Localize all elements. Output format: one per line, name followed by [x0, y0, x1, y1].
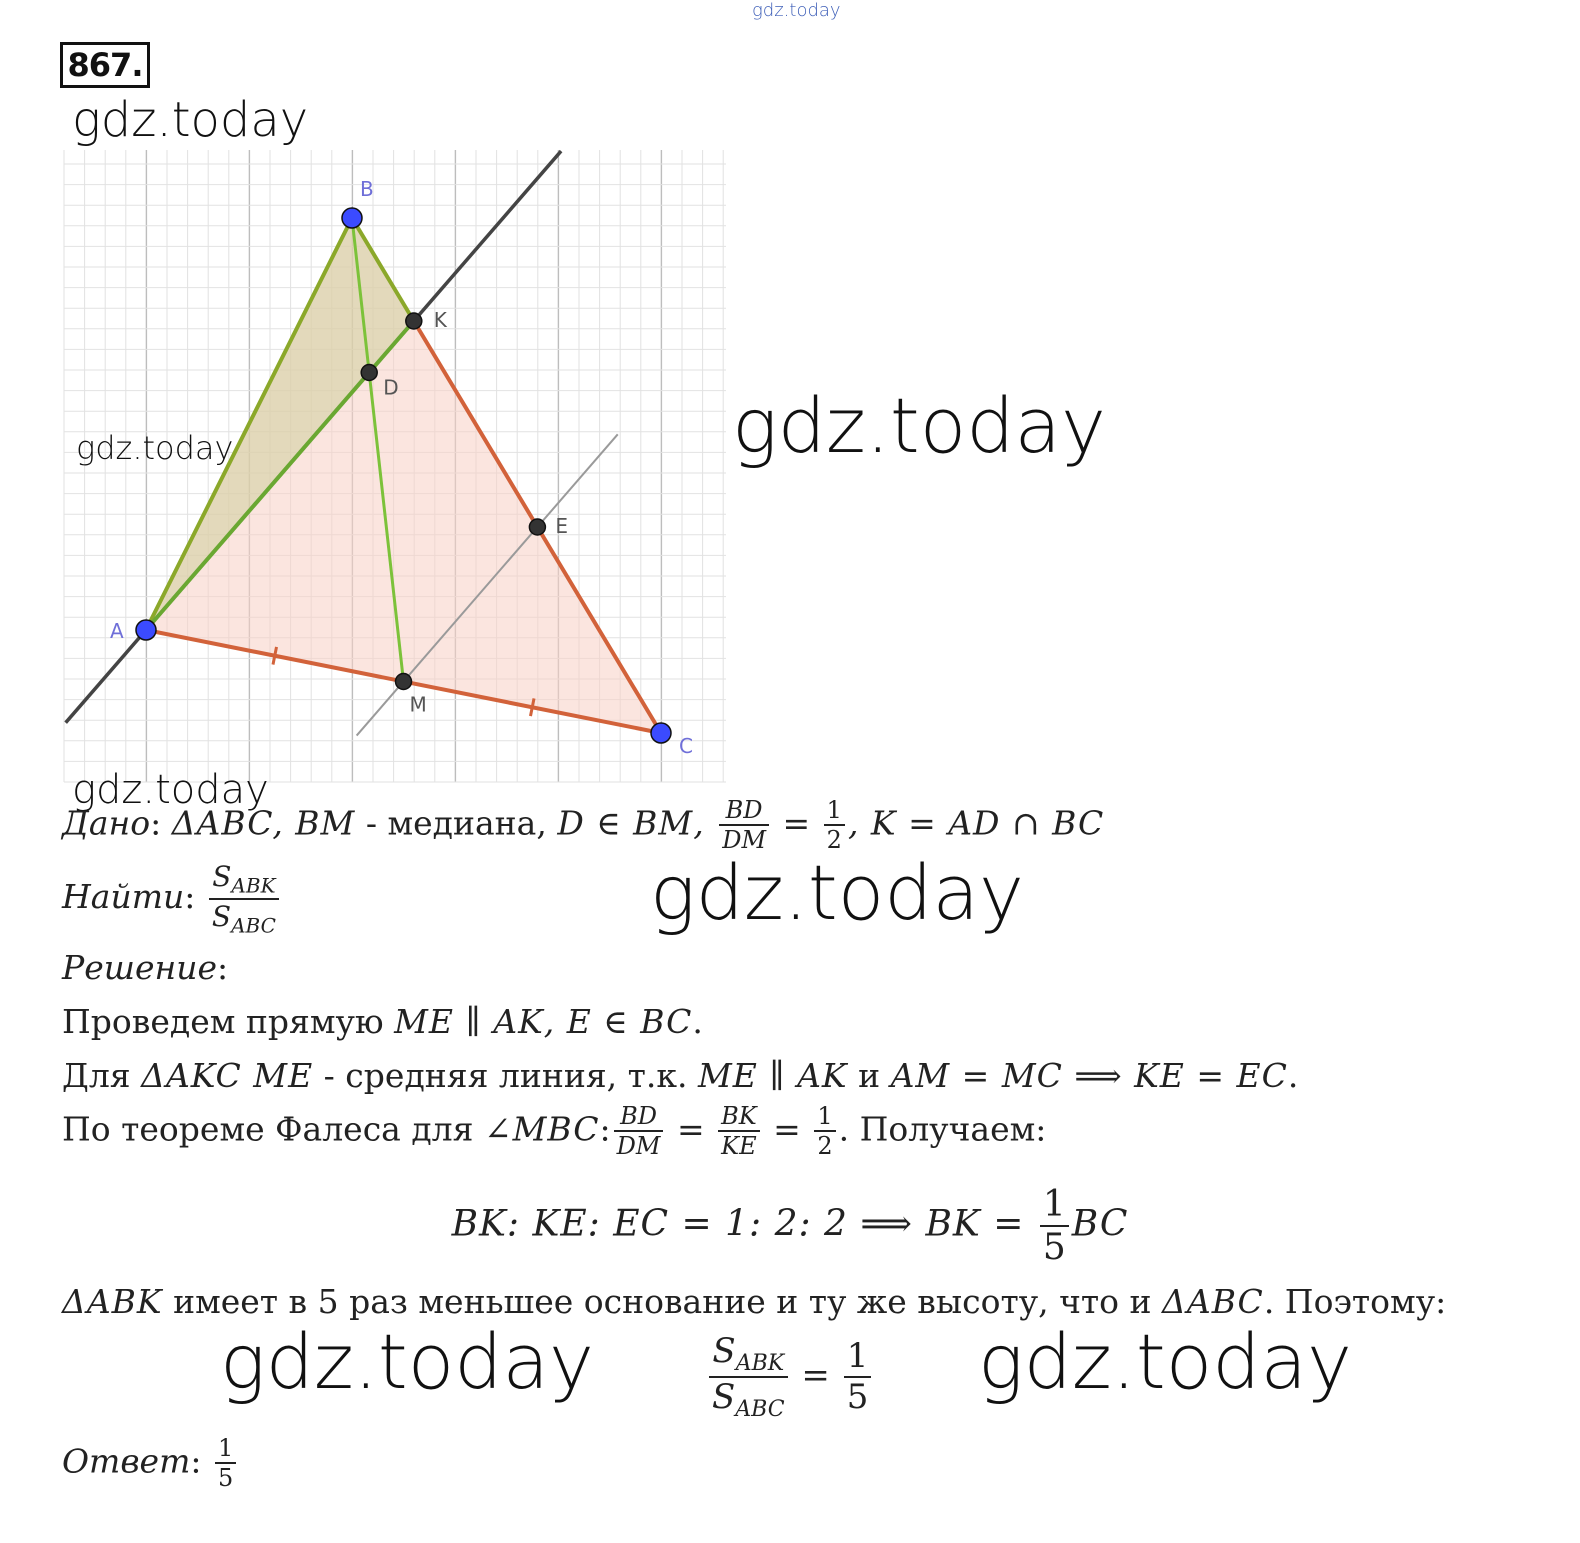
step-4: BK: KE: EC = 1: 2: 2 ⟹ BK = $\frac{1}{5}$ BC — [451, 1184, 1129, 1268]
watermark: gdz.today — [650, 848, 1024, 937]
find-line: Найти: $\frac{S_{ABK}}{S_{ABC}}$ — [62, 862, 282, 936]
step-5: ΔABK имеет в 5 раз меньшее основание и ту же высоту, что и ΔABC. Поэтому: — [62, 1282, 1447, 1321]
label-m: M — [409, 692, 427, 717]
watermark-top: gdz.today — [752, 0, 841, 21]
given-half: $\frac{1}{2}$ — [824, 798, 845, 853]
solution-heading: Решение: — [62, 948, 229, 987]
point-c — [651, 723, 671, 743]
label-b: B — [360, 177, 374, 201]
watermark: gdz.today — [978, 1317, 1352, 1406]
step-1: Проведем прямую ME ∥ AK, E ∈ BC. — [62, 1002, 703, 1041]
label-c: C — [679, 734, 693, 758]
point-a — [136, 620, 156, 640]
watermark: gdz.today — [732, 381, 1106, 470]
given-intersection: , K = AD ∩ BC — [847, 803, 1105, 843]
label-e: E — [555, 514, 569, 538]
result-equation: $\frac{S_{ABK}}{S_{ABC}}$ = $\frac{1}{5}$ — [706, 1334, 874, 1421]
given-point: D ∈ BM, — [557, 803, 717, 843]
step-2: Для ΔAKC ME - средняя линия, т.к. ME ∥ AK и AM = MC ⟹ KE = EC. — [62, 1056, 1299, 1095]
answer-line: Ответ: $\frac{1}{5}$ — [62, 1436, 239, 1491]
step-3: По теореме Фалеса для ∠MBC: $\frac{BD}{DM}$ = $\frac{BK}{KE}$ = $\frac{1}{2}$ . Получаем: — [62, 1102, 1047, 1161]
given-label: Дано — [62, 803, 151, 843]
label-a: A — [110, 619, 124, 643]
watermark: gdz.today — [76, 429, 234, 467]
point-b — [342, 208, 362, 228]
problem-number: 867. — [60, 42, 150, 88]
label-d: D — [383, 375, 399, 400]
point-e — [529, 519, 545, 535]
given-line: Дано: ΔABC, BM - медиана, D ∈ BM, $\frac{BD}{DM}$ = $\frac{1}{2}$ , K = AD ∩ BC — [62, 796, 1105, 855]
label-k: K — [433, 308, 447, 332]
watermark: gdz.today — [220, 1317, 594, 1406]
find-label: Найти — [62, 877, 185, 917]
given-triangle: ΔABC, BM — [171, 803, 356, 843]
given-ratio: $\frac{BD}{DM}$ — [719, 798, 769, 853]
watermark: gdz.today — [72, 92, 309, 148]
watermark: gdz.today — [72, 767, 269, 813]
point-m — [396, 674, 412, 690]
find-ratio: $\frac{S_{ABK}}{S_{ABC}}$ — [209, 862, 279, 936]
given-median: - медиана, — [355, 803, 558, 843]
point-d — [361, 365, 377, 381]
point-k — [406, 313, 422, 329]
